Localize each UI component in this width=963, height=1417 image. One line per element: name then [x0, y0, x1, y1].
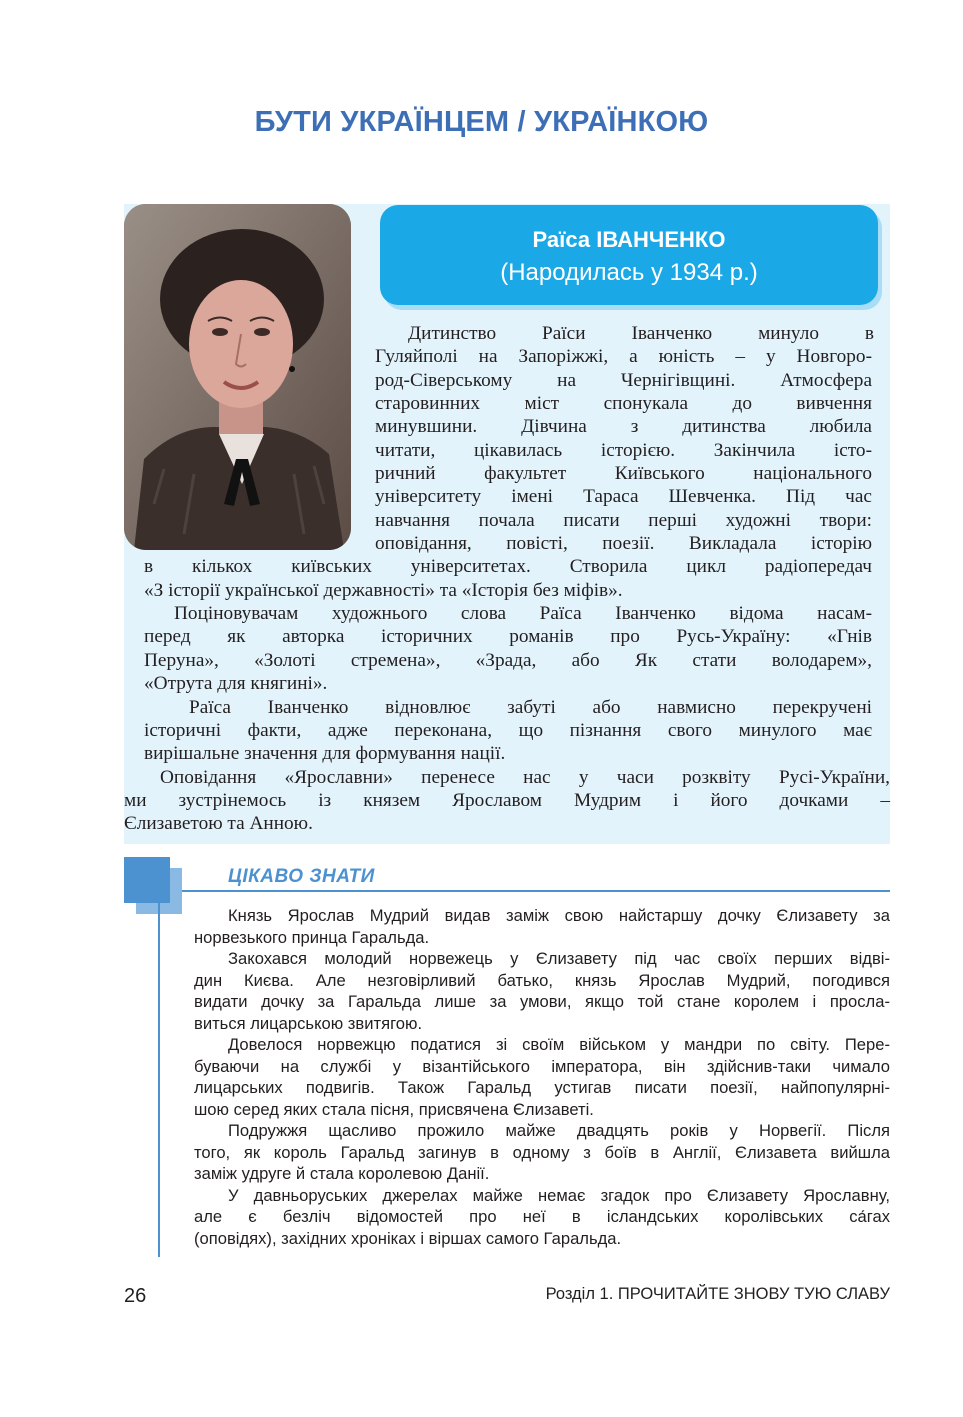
bio-line: Раїса Іванченко відновлює забуті або навмисно перекручені: [189, 696, 872, 718]
page-number: 26: [124, 1285, 147, 1307]
fact-body: [194, 905, 890, 1249]
fact-line: заміж удруге й стала королевою Данії.: [194, 1164, 490, 1183]
bio-line: ми зустрінемось із князем Ярославом Мудрим і його дочками –: [124, 789, 890, 811]
fact-line: Князь Ярослав Мудрий видав заміж свою найстаршу дочку Єлизавету за: [228, 906, 890, 925]
bio-line: Поціновувачам художнього слова Раїса Іванченко відома насам-: [174, 603, 872, 625]
fact-line: (оповідях), західних хроніках і віршах самого Гаральда.: [194, 1228, 622, 1248]
bio-line: минувшини. Дівчина з дитинства любила: [375, 416, 872, 438]
bio-line: Дитинство Раїси Іванченко минуло в: [408, 323, 874, 344]
section-title: Розділ 1. ПРОЧИТАЙТЕ ЗНОВУ ТУЮ СЛАВУ: [545, 1285, 890, 1303]
fact-vertical-rule: [158, 903, 160, 1257]
fact-line: дин Києва. Але незговірливий батько, князь Ярослав Мудрий, погодився: [194, 970, 890, 990]
bio-line: історичні факти, адже переконана, що пізнання свого минулого має: [144, 719, 872, 741]
bio-line: Єлизаветою та Анною.: [124, 813, 313, 835]
bio-line: вирішальне значення для формування нації.: [144, 743, 506, 765]
bio-line: «З історії української державності» та «Історія без міфів».: [144, 579, 623, 601]
author-biography: [124, 322, 890, 836]
fact-horizontal-rule: [182, 890, 890, 892]
fact-line: Закохався молодий норвежець у Єлизавету під час своїх перших відві-: [228, 949, 890, 968]
bio-line: читати, цікавилась історією. Закінчила істо-: [375, 439, 872, 461]
bio-line: Перуна», «Золоті стремена», «Зрада, або Як стати володарем»,: [144, 649, 872, 671]
fact-line: У давньоруських джерелах майже немає згадок про Єлизавету Ярославну,: [228, 1185, 890, 1205]
bio-line: Гуляйполі на Запоріжжі, а юність – у Новгоро-: [375, 346, 872, 368]
author-birth-year: (Народилась у 1934 р.): [500, 259, 758, 286]
fact-line: але є безліч відомостей про неї в ісландських королівських са́гах: [194, 1207, 890, 1226]
bio-line: університету імені Тараса Шевченка. Під час: [375, 486, 872, 508]
fact-line: Подружжя щасливо прожило майже двадцять років у Норвегії. Після: [228, 1121, 890, 1140]
bio-line: «Отрута для княгині».: [144, 673, 328, 695]
bio-line: оповідання, повісті, поезії. Викладала історію: [375, 533, 872, 555]
bio-line: род-Сіверському на Чернігівщині. Атмосфера: [375, 369, 872, 391]
fact-line: Довелося норвежцю податися зі своїм військом у мандри по світу. Пере-: [228, 1035, 890, 1054]
fact-heading: ЦІКАВО ЗНАТИ: [228, 866, 375, 887]
fact-line: того, як король Гаральд загинув в одному з боїв в Англії, Єлизавета вийшла: [194, 1142, 890, 1162]
bio-line: старовинних міст спонукала до вивчення: [375, 393, 872, 415]
fact-line: лицарських подвигів. Також Гаральд устигав писати поезії, найпопулярні-: [194, 1078, 890, 1097]
bio-line: Оповідання «Ярославни» перенесе нас у часи розквіту Русі-України,: [160, 766, 890, 788]
bio-line: в кількох київських університетах. Створила цикл радіопередач: [144, 556, 872, 578]
bio-line: ричний факультет Київського національного: [375, 463, 872, 485]
bio-line: навчання почала писати перші художні твори:: [375, 509, 872, 531]
author-name-box: [380, 205, 878, 305]
fact-line: видати дочку за Гаральда лише за умови, якщо той стане королем і просла-: [194, 992, 890, 1011]
page-title: БУТИ УКРАЇНЦЕМ / УКРАЇНКОЮ: [254, 106, 709, 138]
fact-line: норвезького принца Гаральда.: [194, 927, 430, 947]
fact-line: буваючи на службі у візантійського імператора, він здійснив-таки чимало: [194, 1056, 890, 1076]
fact-decor-square: [124, 857, 170, 903]
fact-line: шою серед яких стала пісня, присвячена Єлизаветі.: [194, 1099, 594, 1119]
author-name: Раїса ІВАНЧЕНКО: [532, 227, 726, 252]
bio-line: перед як авторка історичних романів про Русь-Україну: «Гнів: [144, 626, 872, 648]
fact-line: виться лицарською звитягою.: [194, 1013, 423, 1033]
